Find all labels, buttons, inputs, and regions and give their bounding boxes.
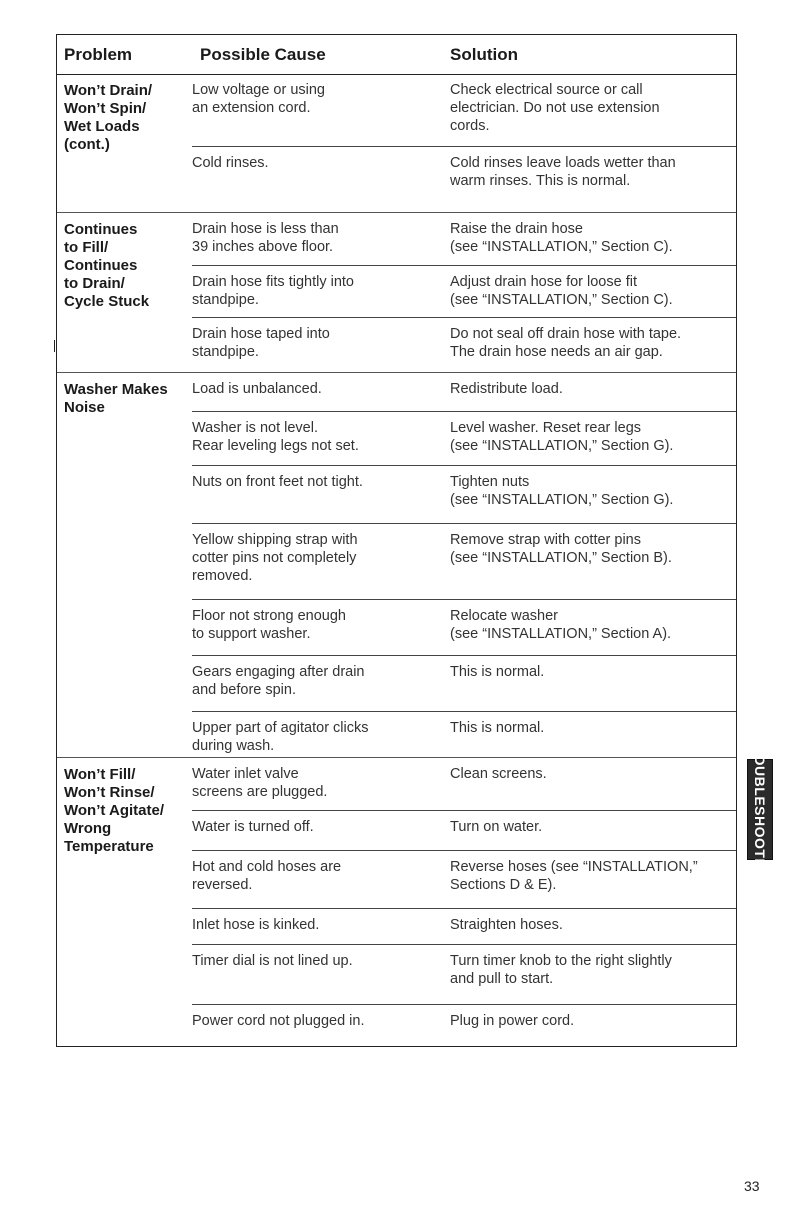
cause-cell: Gears engaging after drain and before spin. — [192, 664, 365, 698]
problem-label: Won’t Fill/ Won’t Rinse/ Won’t Agitate/ Wrong Temperature — [64, 766, 164, 855]
divider-mark — [54, 340, 55, 352]
cause-cell: Water inlet valve screens are plugged. — [192, 766, 328, 800]
solution-cell: Turn timer knob to the right slightly and pull to start. — [450, 953, 672, 987]
solution-cell: Plug in power cord. — [450, 1013, 575, 1029]
solution-cell: Adjust drain hose for loose fit (see “INSTALLATION,” Section C). — [450, 274, 673, 308]
cause-cell: Floor not strong enough to support washer. — [192, 608, 346, 642]
table-row — [192, 850, 736, 909]
solution-cell: Do not seal off drain hose with tape. The drain hose needs an air gap. — [450, 326, 682, 360]
header-problem: Problem — [64, 45, 133, 64]
solution-cell: Relocate washer (see “INSTALLATION,” Section A). — [450, 608, 672, 642]
section-tab-label: TROUBLESHOOTING — [752, 734, 768, 885]
problem-group — [57, 372, 736, 796]
table-row — [192, 146, 736, 213]
solution-cell: Redistribute load. — [450, 381, 563, 397]
table-row — [192, 317, 736, 374]
cause-cell: Inlet hose is kinked. — [192, 917, 320, 933]
solution-cell: Clean screens. — [450, 766, 547, 782]
table-header — [57, 35, 736, 75]
solution-cell: Raise the drain hose (see “INSTALLATION,” Section C). — [450, 221, 673, 255]
cause-cell: Hot and cold hoses are reversed. — [192, 859, 342, 893]
table-row — [192, 758, 736, 810]
cause-cell: Drain hose fits tightly into standpipe. — [192, 274, 354, 308]
table-row — [192, 810, 736, 851]
solution-cell: This is normal. — [450, 664, 545, 680]
cause-cell: Timer dial is not lined up. — [192, 953, 353, 969]
header-solution: Solution — [450, 45, 518, 64]
solution-cell: Straighten hoses. — [450, 917, 563, 933]
cause-cell: Cold rinses. — [192, 155, 269, 171]
page-number: 33 — [744, 1178, 760, 1194]
problem-group — [57, 74, 736, 212]
cause-cell: Upper part of agitator clicks during wash. — [192, 720, 369, 754]
table-row — [192, 908, 736, 945]
table-row — [192, 944, 736, 1005]
table-row — [192, 373, 736, 411]
table-row — [192, 213, 736, 265]
table-row — [192, 655, 736, 712]
cause-cell: Water is turned off. — [192, 819, 314, 835]
cause-cell: Yellow shipping strap with cotter pins not completely removed. — [192, 532, 358, 584]
section-tab — [747, 734, 773, 885]
problem-group — [57, 212, 736, 373]
cause-cell: Low voltage or using an extension cord. — [192, 82, 325, 116]
problem-label: Won’t Drain/ Won’t Spin/ Wet Loads (cont.) — [64, 82, 153, 153]
table-row — [192, 265, 736, 318]
solution-cell: Check electrical source or call electrician. Do not use extension cords. — [450, 82, 660, 134]
header-possible-cause: Possible Cause — [200, 45, 326, 64]
solution-cell: Cold rinses leave loads wetter than warm rinses. This is normal. — [450, 155, 676, 189]
table-row — [192, 523, 736, 600]
table-row — [192, 465, 736, 524]
cause-cell: Load is unbalanced. — [192, 381, 322, 397]
solution-cell: Reverse hoses (see “INSTALLATION,” Sections D & E). — [450, 859, 698, 893]
problem-group — [57, 757, 736, 1048]
cause-cell: Washer is not level. Rear leveling legs not set. — [192, 420, 359, 454]
problem-label: Washer Makes Noise — [64, 381, 168, 416]
table-row — [192, 74, 736, 146]
solution-cell: Remove strap with cotter pins (see “INSTALLATION,” Section B). — [450, 532, 672, 566]
solution-cell: This is normal. — [450, 720, 545, 736]
table-row — [192, 411, 736, 466]
troubleshooting-table — [56, 34, 737, 1047]
cause-cell: Power cord not plugged in. — [192, 1013, 365, 1029]
solution-cell: Tighten nuts (see “INSTALLATION,” Section G). — [450, 474, 674, 508]
table-row — [192, 599, 736, 656]
table-row — [192, 1004, 736, 1049]
cause-cell: Drain hose taped into standpipe. — [192, 326, 330, 360]
solution-cell: Turn on water. — [450, 819, 543, 835]
problem-label: Continues to Fill/ Continues to Drain/ Cycle Stuck — [64, 221, 150, 310]
cause-cell: Nuts on front feet not tight. — [192, 474, 363, 490]
cause-cell: Drain hose is less than 39 inches above floor. — [192, 221, 339, 255]
solution-cell: Level washer. Reset rear legs (see “INSTALLATION,” Section G). — [450, 420, 674, 454]
